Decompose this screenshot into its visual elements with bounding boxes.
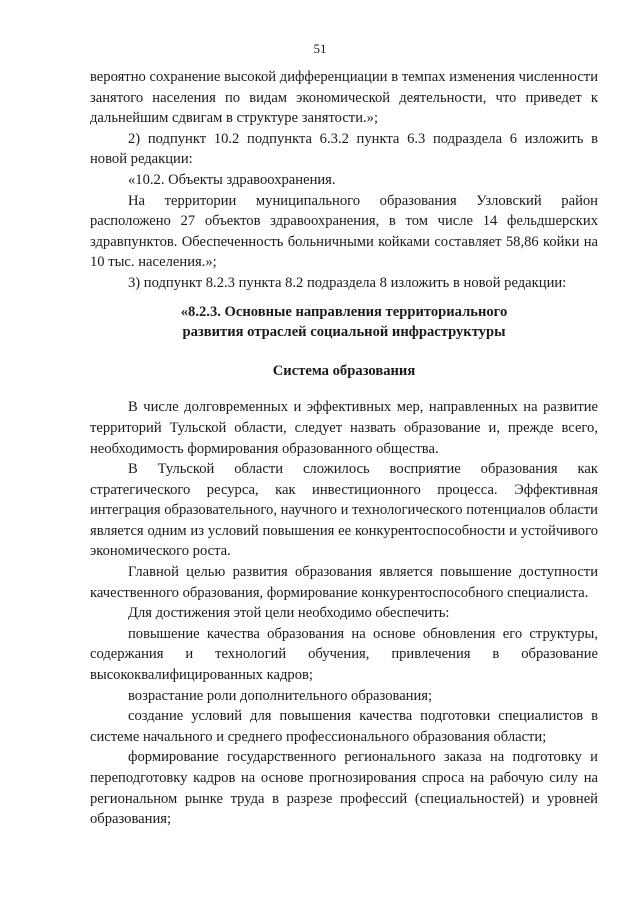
paragraph-main-goal: Главной целью развития образования является повышение доступности качественного образования, формирование конкурентоспособного специалиста. (90, 564, 598, 601)
amendment-item-3: 3) подпункт 8.2.3 пункта 8.2 подраздела 8 изложить в новой редакции: (128, 274, 567, 291)
list-item: повышение качества образования на основе обновления его структуры, содержания и технологий обучения, привлечения в образование высококвалифицированных кадров; (90, 625, 598, 684)
page-content (90, 67, 598, 830)
paragraph-strategic-resource: В Тульской области сложилось восприятие образования как стратегического ресурса, как инвестиционного процесса. Эффективная интеграция образовательного, научного и технологического потенциалов области является одним из условий повышения ее конкурентоспособности и устойчивого экономического роста. (90, 461, 598, 560)
list-item: создание условий для повышения качества подготовки специалистов в системе начального и среднего профессионального образования области; (90, 708, 598, 745)
paragraph-healthcare: На территории муниципального образования Узловский район расположено 27 объектов здравоохранения, в том числе 14 фельдшерских здравпунктов. Обеспеченность больничными койками составляет 58,86 койки на 10 тыс. населения.»; (90, 192, 598, 271)
page-number: 51 (313, 41, 327, 56)
list-item: формирование государственного регионального заказа на подготовку и переподготовку кадров на основе прогнозирования спроса на рабочую силу на региональном рынке труда в разрезе профессий (специальностей) и уровней образования; (90, 749, 598, 828)
paragraph-continuation: вероятно сохранение высокой дифференциации в темпах изменения численности занятого населения по видам экономической деятельности, что приведет к дальнейшим сдвигам в структуре занятости.»; (90, 69, 598, 127)
section-heading-line-2: развития отраслей социальной инфраструктуры (182, 324, 506, 341)
section-heading-line-1: «8.2.3. Основные направления территориального (180, 303, 508, 320)
amendment-item-2: 2) подпункт 10.2 подпункта 6.3.2 пункта 6.3 подраздела 6 изложить в новой редакции: (90, 130, 598, 168)
list-item: возрастание роли дополнительного образования; (128, 687, 433, 704)
paragraph-education-measures: В числе долговременных и эффективных мер, направленных на развитие территорий Тульской области, следует назвать образование и, прежде всего, необходимость формирования образованного общества. (90, 399, 598, 457)
subsection-heading: Система образования (272, 362, 416, 379)
paragraph-list-intro: Для достижения этой цели необходимо обеспечить: (128, 605, 450, 622)
section-title-10-2: «10.2. Объекты здравоохранения. (128, 171, 336, 188)
